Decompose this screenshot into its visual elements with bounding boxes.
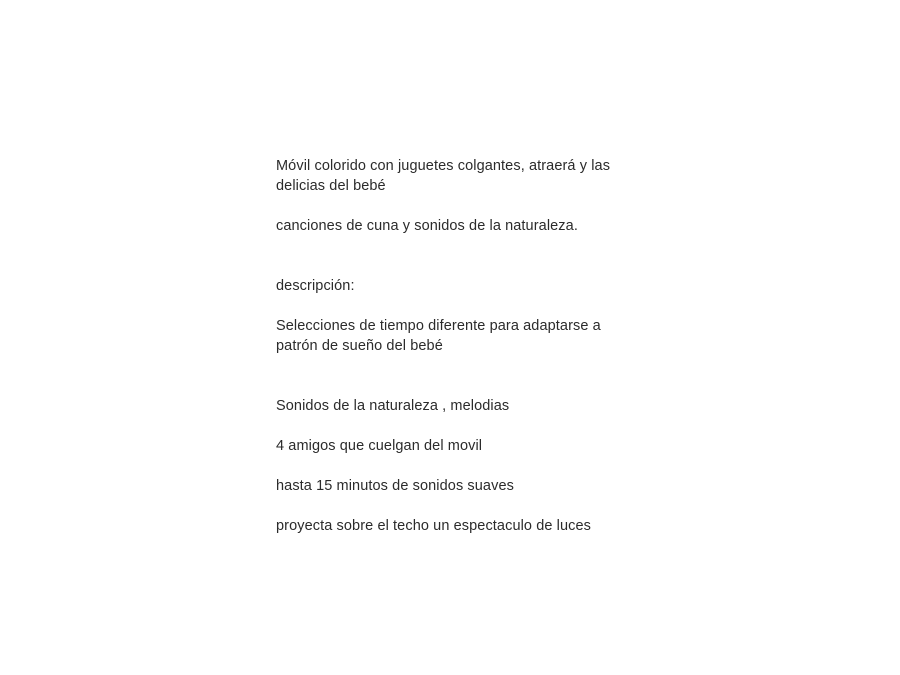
time-selection-paragraph: Selecciones de tiempo diferente para adaptarse a patrón de sueño del bebé: [276, 318, 601, 354]
feature-hanging-friends: 4 amigos que cuelgan del movil: [276, 438, 483, 454]
feature-duration: hasta 15 minutos de sonidos suaves: [276, 478, 514, 494]
product-description: [276, 156, 621, 536]
intro-paragraph: Móvil colorido con juguetes colgantes, atraerá y las delicias del bebé: [276, 158, 611, 194]
feature-light-projection: proyecta sobre el techo un espectaculo de luces: [276, 518, 592, 534]
lullabies-paragraph: canciones de cuna y sonidos de la naturaleza.: [276, 218, 578, 234]
description-heading: descripción:: [276, 278, 355, 294]
feature-sounds: Sonidos de la naturaleza , melodias: [276, 398, 510, 414]
